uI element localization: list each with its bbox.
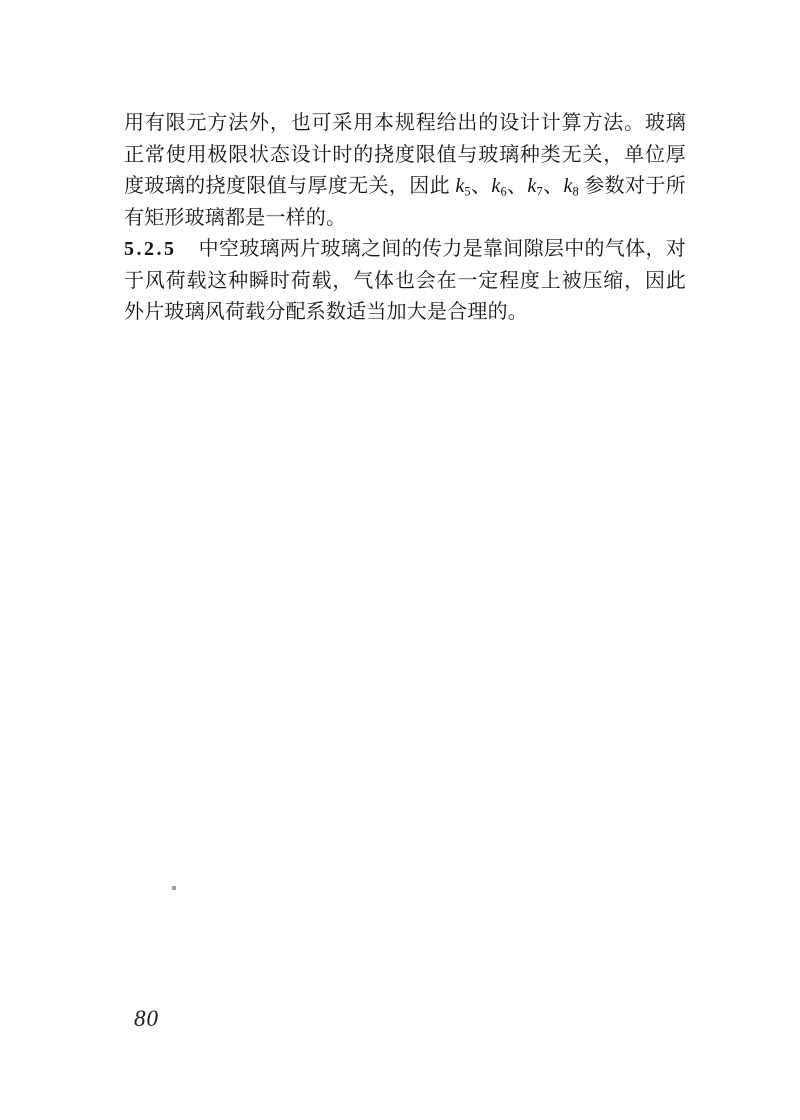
math-variable: $k_7$ <box>527 175 543 199</box>
paragraph-5-2-5 <box>124 234 686 329</box>
section-number: 5.2.5 <box>124 238 177 260</box>
section-text: 中空玻璃两片玻璃之间的传力是靠间隙层中的气体，对于风荷载这种瞬时荷载，气体也会在一定程度上被压缩，因此外片玻璃风荷载分配系数适当加大是合理的。 <box>124 238 686 323</box>
scan-artifact-speck <box>172 886 176 890</box>
math-variable: $k_5$ <box>455 175 471 199</box>
text-block <box>124 108 686 329</box>
page-number: 80 <box>134 1006 159 1031</box>
paragraph-continuation: 用有限元方法外，也可采用本规程给出的设计计算方法。玻璃正常使用极限状态设计时的挠度限值与玻璃种类无关，单位厚度玻璃的挠度限值与厚度无关，因此 $k_5$、$k_6$、$k_7$、$k_8$ 参数对于所有矩形玻璃都是一样的。 <box>124 112 686 229</box>
math-variable: $k_8$ <box>563 175 579 199</box>
math-variable: $k_6$ <box>491 175 507 199</box>
